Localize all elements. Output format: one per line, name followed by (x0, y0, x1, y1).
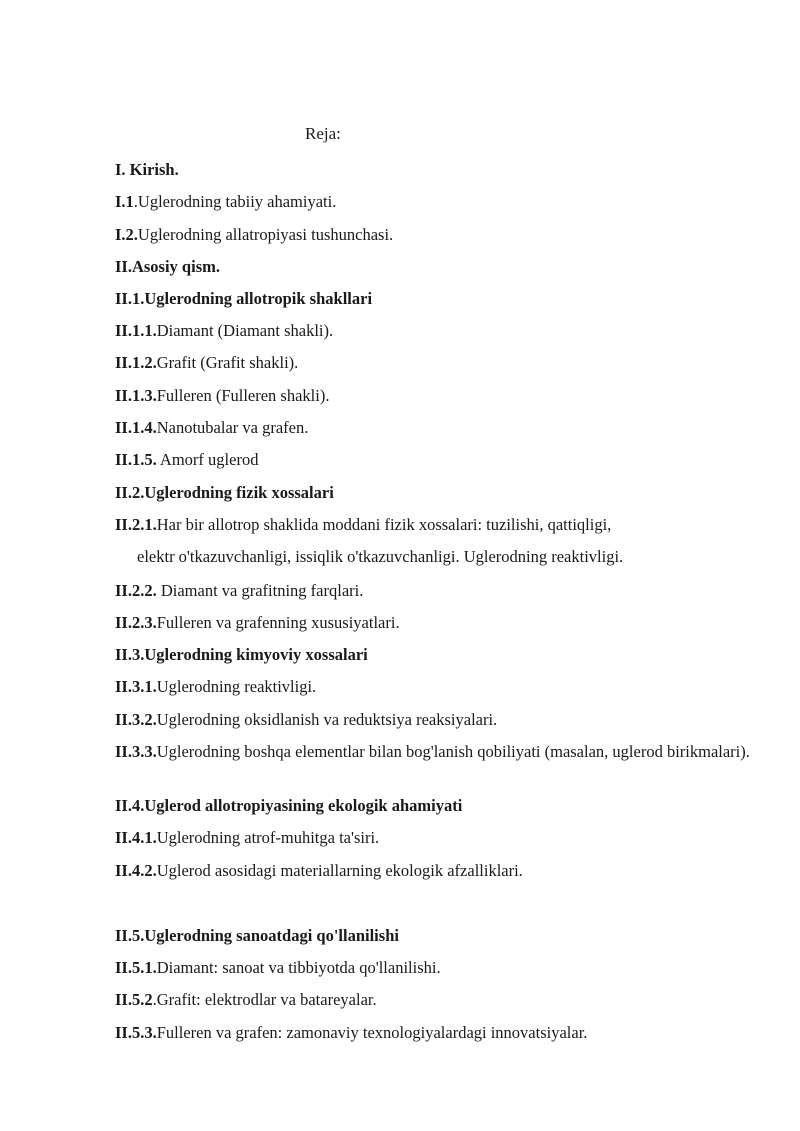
item-number: I.2. (115, 225, 138, 244)
outline-item-25 (115, 1023, 587, 1043)
outline-item-16 (115, 677, 316, 697)
outline-item-19 (115, 796, 462, 816)
page-title: Reja: (305, 124, 341, 143)
item-number: II.5.3. (115, 1023, 157, 1042)
item-number: II.4.1. (115, 828, 157, 847)
item-number: II.1.5. (115, 450, 157, 469)
item-number: II.4.2. (115, 861, 157, 880)
outline-item-17 (115, 710, 497, 730)
outline-item-24 (115, 990, 377, 1010)
item-text: Amorf uglerod (156, 450, 259, 469)
item-number: II.1.Uglerodning allotropik shakllari (115, 289, 373, 308)
item-number: II.2.2. (115, 581, 157, 600)
item-number: II.5.Uglerodning sanoatdagi qo'llanilishi (115, 926, 399, 945)
outline-item-15 (115, 645, 368, 665)
item-number: II.3.3. (115, 742, 157, 761)
item-number: II.1.1. (115, 321, 157, 340)
item-number: I. Kirish. (115, 160, 179, 179)
item-text: Fulleren va grafen: zamonaviy texnologiyalardagi innovatsiyalar. (156, 1023, 588, 1042)
outline-item-1 (115, 160, 179, 180)
item-text: Fulleren va grafenning xususiyatlari. (156, 613, 400, 632)
item-number: II.5.2 (115, 990, 153, 1009)
item-text: .Uglerodning tabiiy ahamiyati. (133, 192, 337, 211)
outline-item-7 (115, 353, 298, 373)
item-text: Har bir allotrop shaklida moddani fizik xossalari: tuzilishi, qattiqligi, (156, 515, 612, 534)
item-number: II.2.1. (115, 515, 157, 534)
item-text: Uglerodning reaktivligi. (156, 677, 317, 696)
outline-item-5 (115, 289, 372, 309)
outline-item-9 (115, 418, 308, 438)
item-number: II.2.3. (115, 613, 157, 632)
item-text: Grafit (Grafit shakli). (156, 353, 299, 372)
item-text: elektr o'tkazuvchanligi, issiqlik o'tkazuvchanligi. Uglerodning reaktivligi. (137, 547, 624, 566)
outline-item-2 (115, 192, 336, 212)
item-number: I.1 (115, 192, 134, 211)
item-text: Uglerod asosidagi materiallarning ekologik afzalliklari. (156, 861, 523, 880)
item-text: Uglerodning atrof-muhitga ta'siri. (156, 828, 380, 847)
outline-item-23 (115, 958, 441, 978)
item-text: Uglerodning allatropiyasi tushunchasi. (137, 225, 394, 244)
outline-item-14 (115, 613, 400, 633)
outline-item-6 (115, 321, 333, 341)
outline-item-13 (115, 581, 363, 601)
item-text: Uglerodning boshqa elementlar bilan bog'lanish qobiliyati (masalan, uglerod birikmalari). (156, 742, 750, 761)
item-text: Uglerodning oksidlanish va reduktsiya reaksiyalari. (156, 710, 498, 729)
outline-item-22 (115, 926, 399, 946)
outline-item-11 (115, 483, 334, 503)
item-number: II.2.Uglerodning fizik xossalari (115, 483, 334, 502)
item-text: Nanotubalar va grafen. (156, 418, 309, 437)
outline-item-8 (115, 386, 329, 406)
item-number: II.Asosiy qism. (115, 257, 220, 276)
item-number: II.1.2. (115, 353, 157, 372)
item-text: Diamant (Diamant shakli). (156, 321, 334, 340)
item-text: Diamant: sanoat va tibbiyotda qo'llanilishi. (156, 958, 441, 977)
outline-item-20 (115, 828, 379, 848)
item-text: .Grafit: elektrodlar va batareyalar. (152, 990, 377, 1009)
outline-item-12-continued (137, 547, 623, 567)
item-text: Diamant va grafitning farqlari. (156, 581, 364, 600)
outline-item-4 (115, 257, 220, 277)
outline-item-21 (115, 861, 523, 881)
outline-item-10 (115, 450, 258, 470)
outline-item-3 (115, 225, 393, 245)
outline-item-12 (115, 515, 611, 535)
outline-item-18 (115, 742, 755, 762)
item-number: II.1.3. (115, 386, 157, 405)
item-number: II.3.1. (115, 677, 157, 696)
item-number: II.5.1. (115, 958, 157, 977)
item-number: II.3.2. (115, 710, 157, 729)
item-number: II.4.Uglerod allotropiyasining ekologik ahamiyati (115, 796, 463, 815)
item-number: II.1.4. (115, 418, 157, 437)
item-number: II.3.Uglerodning kimyoviy xossalari (115, 645, 368, 664)
item-text: Fulleren (Fulleren shakli). (156, 386, 330, 405)
